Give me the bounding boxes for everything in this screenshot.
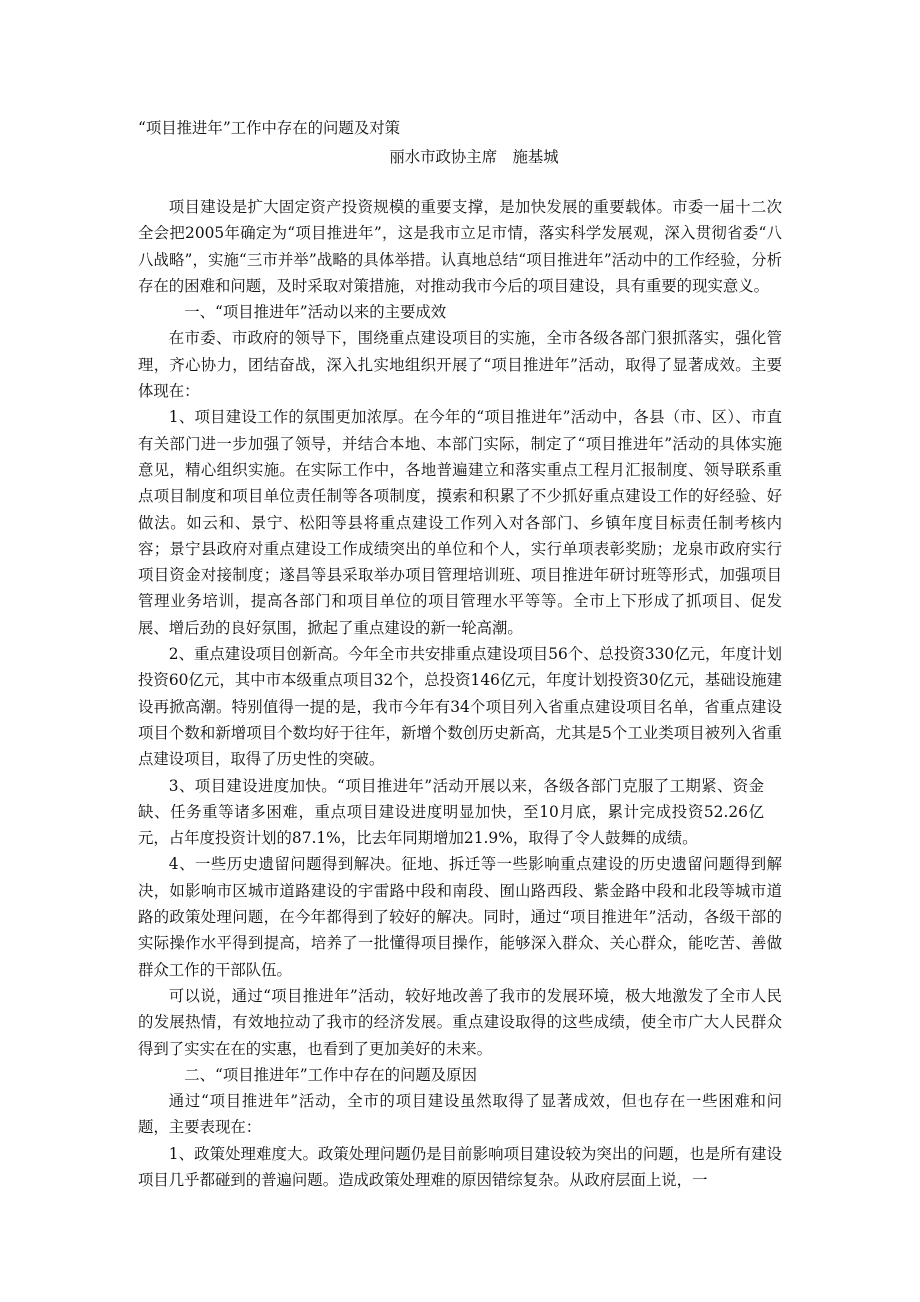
section-2-item-1-paragraph: 1、政策处理难度大。政策处理问题仍是目前影响项目建设较为突出的问题，也是所有建设项目几乎都碰到的普遍问题。造成政策处理难的原因错综复杂。从政府层面上说，一	[138, 1144, 782, 1189]
section-1-item-2-paragraph: 2、重点建设项目创新高。今年全市共安排重点建设项目56个、总投资330亿元，年度计划投资60亿元，其中市本级重点项目32个，总投资146亿元，年度计划投资30亿元，基础设施建设再掀高潮。特别值得一提的是，我市今年有34个项目列入省重点建设项目名单，省重点建设项目个数和新增项目个数均好于往年，新增个数创历史新高，尤其是5个工业类项目被列入省重点建设项目，取得了历史性的突破。	[138, 645, 782, 769]
document-title: “项目推进年”工作中存在的问题及对策	[138, 119, 400, 137]
document-page	[138, 117, 782, 1193]
section-heading-1: 一、“项目推进年”活动以来的主要成效	[184, 303, 447, 322]
intro-paragraph: 项目建设是扩大固定资产投资规模的重要支撑，是加快发展的重要载体。市委一届十二次全会把2005年确定为“项目推进年”，这是我市立足市情，落实科学发展观，深入贯彻省委“八八战略”，实施“三市并举”战略的具体举措。认真地总结“项目推进年”活动中的工作经验，分析存在的困难和问题，及时采取对策措施，对推动我市今后的项目建设，具有重要的现实意义。	[138, 198, 782, 295]
blank-line	[138, 168, 782, 194]
section-2-intro-paragraph: 通过“项目推进年”活动，全市的项目建设虽然取得了显著成效，但也存在一些困难和问题，主要表现在：	[138, 1092, 782, 1137]
section-1-item-1-paragraph: 1、项目建设工作的氛围更加浓厚。在今年的“项目推进年”活动中，各县（市、区）、市直有关部门进一步加强了领导，并结合本地、本部门实际，制定了“项目推进年”活动的具体实施意见，精心组织实施。在实际工作中，各地普遍建立和落实重点工程月汇报制度、领导联系重点项目制度和项目单位责任制等各项制度，摸索和积累了不少抓好重点建设工作的好经验、好做法。如云和、景宁、松阳等县将重点建设工作列入对各部门、乡镇年度目标责任制考核内容；景宁县政府对重点建设工作成绩突出的单位和个人，实行单项表彰奖励；龙泉市政府实行项目资金对接制度；遂昌等县采取举办项目管理培训班、项目推进年研讨班等形式，加强项目管理业务培训，提高各部门和项目单位的项目管理水平等等。全市上下形成了抓项目、促发展、增后劲的良好氛围，掀起了重点建设的新一轮高潮。	[138, 408, 782, 637]
document-author: 丽水市政协主席 施基城	[389, 148, 559, 166]
section-1-item-4-paragraph: 4、一些历史遗留问题得到解决。征地、拆迁等一些影响重点建设的历史遗留问题得到解决，如影响市区城市道路建设的宇雷路中段和南段、囿山路西段、紫金路中段和北段等城市道路的政策处理问题，在今年都得到了较好的解决。同时，通过“项目推进年”活动，各级干部的实际操作水平得到提高，培养了一批懂得项目操作，能够深入群众、关心群众，能吃苦、善做群众工作的干部队伍。	[138, 855, 782, 979]
section-1-item-3-paragraph: 3、项目建设进度加快。“项目推进年”活动开展以来，各级各部门克服了工期紧、资金缺、任务重等诸多困难，重点项目建设进度明显加快，至10月底，累计完成投资52.26亿元，占年度投资计划的87.1%，比去年同期增加21.9%，取得了令人鼓舞的成绩。	[138, 776, 764, 848]
section-heading-2: 二、“项目推进年”工作中存在的问题及原因	[184, 1065, 477, 1084]
section-1-intro-paragraph: 在市委、市政府的领导下，围绕重点建设项目的实施，全市各级各部门狠抓落实，强化管理，齐心协力，团结奋战，深入扎实地组织开展了“项目推进年”活动，取得了显著成效。主要体现在：	[138, 329, 782, 401]
section-1-summary-paragraph: 可以说，通过“项目推进年”活动，较好地改善了我市的发展环境，极大地激发了全市人民的发展热情，有效地拉动了我市的经济发展。重点建设取得的这些成绩，使全市广大人民群众得到了实实在在的实惠，也看到了更加美好的未来。	[138, 986, 782, 1058]
